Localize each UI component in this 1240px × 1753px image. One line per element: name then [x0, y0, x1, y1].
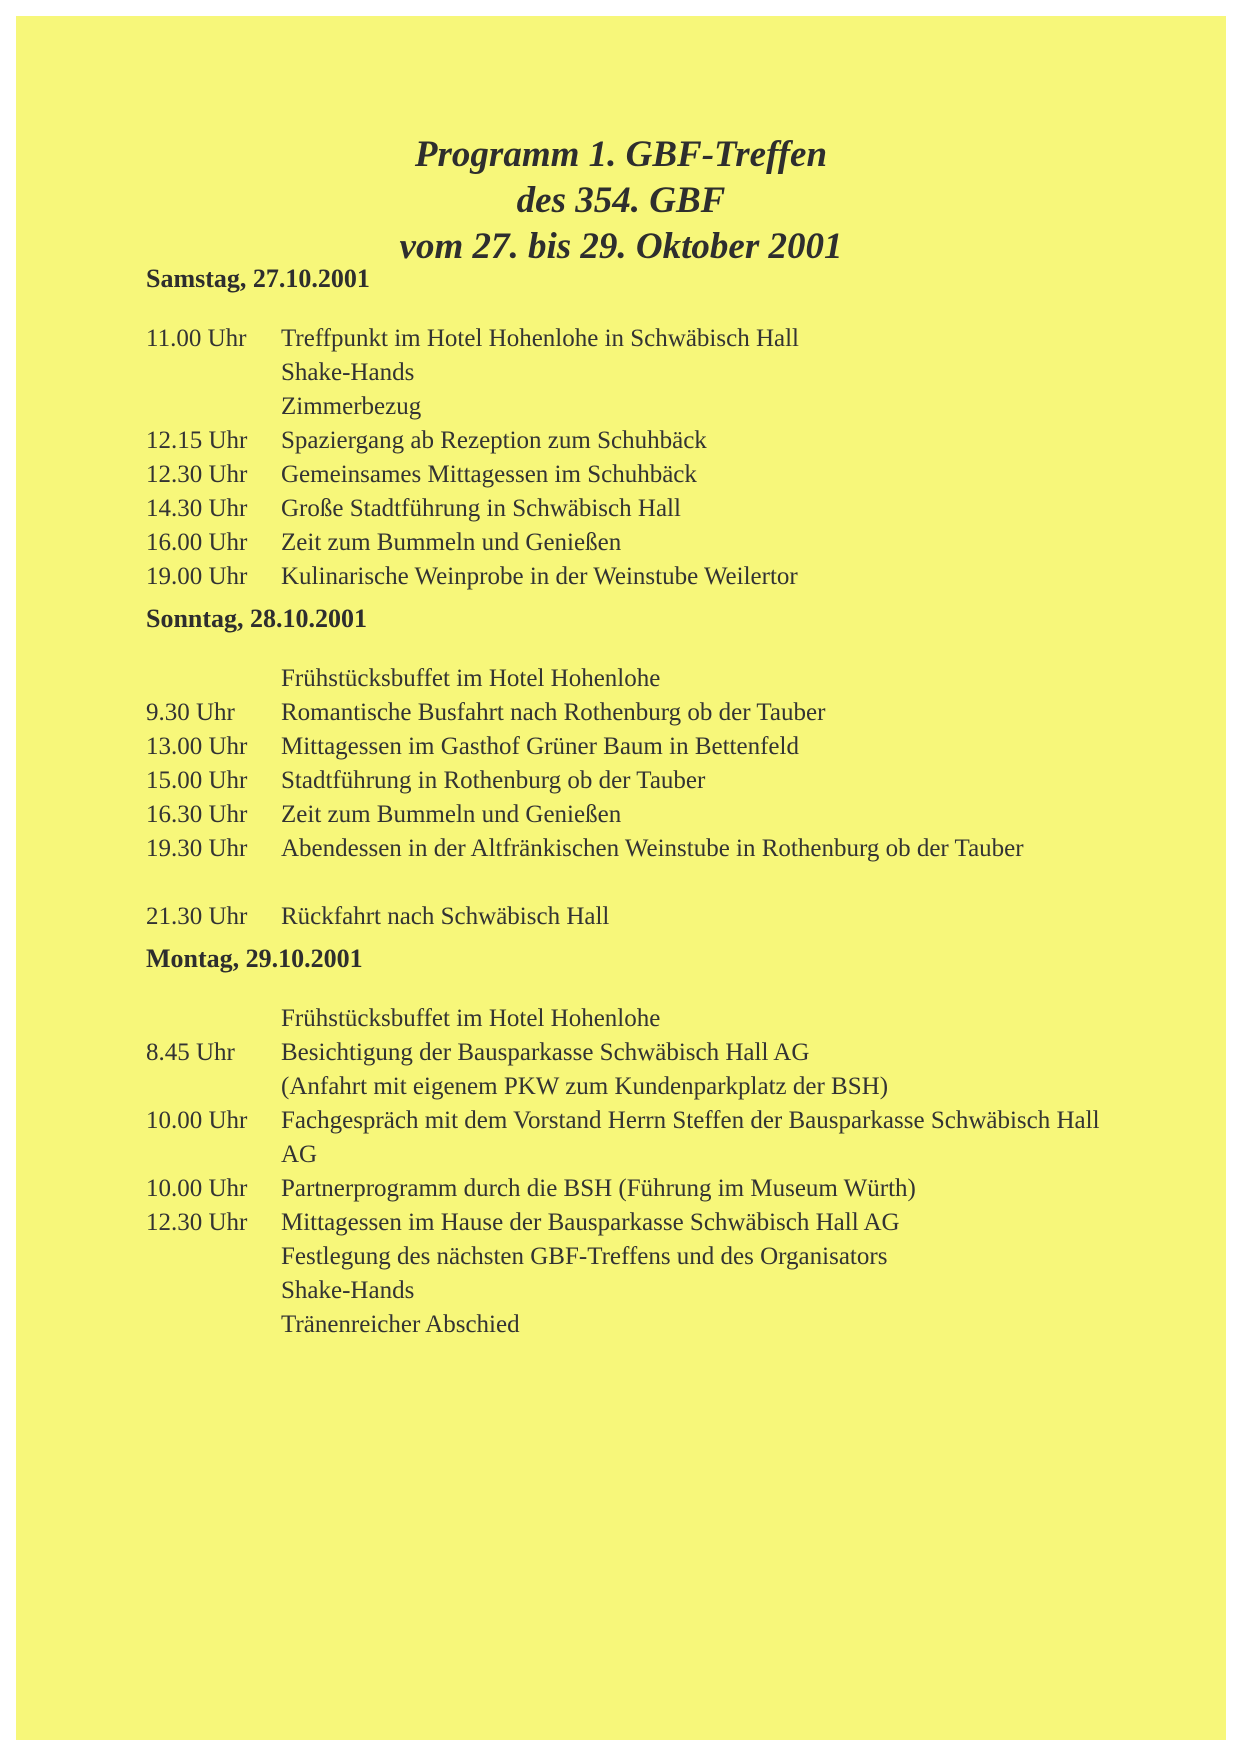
entry-time: 19.00 Uhr — [146, 563, 248, 590]
entry-time: 11.00 Uhr — [146, 325, 247, 352]
schedule-entry — [146, 458, 1106, 492]
day-heading-samstag: Samstag, 27.10.2001 — [146, 264, 370, 293]
title-line-3: vom 27. bis 29. Oktober 2001 — [399, 226, 843, 267]
entry-text: Frühstücksbuffet im Hotel Hohenlohe — [281, 1005, 661, 1032]
entry-text: Stadtführung in Rothenburg ob der Tauber — [281, 767, 706, 794]
entry-time: 12.15 Uhr — [146, 427, 248, 454]
entry-text: Rückfahrt nach Schwäbisch Hall — [281, 903, 610, 930]
entry-text: Zeit zum Bummeln und Genießen — [281, 529, 622, 556]
schedule-entry — [146, 1308, 1106, 1342]
entry-time: 16.00 Uhr — [146, 529, 248, 556]
schedule-montag — [146, 1002, 1106, 1342]
entry-text: Spaziergang ab Rezeption zum Schuhbäck — [281, 427, 707, 454]
entry-time: 21.30 Uhr — [146, 903, 248, 930]
schedule-entry — [146, 1172, 1106, 1206]
entry-text: Shake-Hands — [281, 359, 415, 386]
entry-time — [146, 1002, 281, 1036]
entry-text: Treffpunkt im Hotel Hohenlohe in Schwäbisch Hall — [281, 325, 799, 352]
entry-time — [146, 1240, 281, 1274]
entry-time: 12.30 Uhr — [146, 1209, 248, 1236]
schedule-entry — [146, 1070, 1106, 1104]
entry-text: Fachgespräch mit dem Vorstand Herrn Steffen der Bausparkasse Schwäbisch Hall AG — [281, 1107, 1100, 1168]
schedule-samstag — [146, 322, 1106, 594]
entry-time: 15.00 Uhr — [146, 767, 248, 794]
entry-text: Mittagessen im Gasthof Grüner Baum in Bettenfeld — [281, 733, 799, 760]
schedule-entry — [146, 1002, 1106, 1036]
schedule-entry — [146, 662, 1106, 696]
entry-time: 13.00 Uhr — [146, 733, 248, 760]
entry-text: Gemeinsames Mittagessen im Schuhbäck — [281, 461, 697, 488]
entry-time: 14.30 Uhr — [146, 495, 248, 522]
schedule-entry — [146, 560, 1106, 594]
document-page — [16, 16, 1226, 1740]
schedule-entry — [146, 832, 1106, 900]
entry-text: (Anfahrt mit eigenem PKW zum Kundenparkplatz der BSH) — [281, 1073, 889, 1100]
schedule-entry — [146, 730, 1106, 764]
day-heading-montag: Montag, 29.10.2001 — [146, 944, 363, 973]
entry-text: Shake-Hands — [281, 1277, 415, 1304]
schedule-entry — [146, 322, 1106, 356]
schedule-sonntag — [146, 662, 1106, 934]
entry-time — [146, 390, 281, 424]
entry-time: 16.30 Uhr — [146, 801, 248, 828]
entry-text: Festlegung des nächsten GBF-Treffens und des Organisators — [281, 1243, 888, 1270]
entry-text: Kulinarische Weinprobe in der Weinstube Weilertor — [281, 563, 798, 590]
schedule-entry — [146, 492, 1106, 526]
entry-text: Mittagessen im Hause der Bausparkasse Schwäbisch Hall AG — [281, 1209, 900, 1236]
day-heading-sonntag: Sonntag, 28.10.2001 — [146, 604, 368, 633]
schedule-entry — [146, 1036, 1106, 1070]
entry-time: 9.30 Uhr — [146, 699, 235, 726]
schedule-entry — [146, 390, 1106, 424]
entry-time: 8.45 Uhr — [146, 1039, 235, 1066]
schedule-entry — [146, 526, 1106, 560]
entry-text: Frühstücksbuffet im Hotel Hohenlohe — [281, 665, 661, 692]
schedule-entry — [146, 1240, 1106, 1274]
schedule-entry — [146, 696, 1106, 730]
schedule-entry — [146, 900, 1106, 934]
title-line-1: Programm 1. GBF-Treffen — [414, 134, 828, 175]
entry-time — [146, 1070, 281, 1104]
schedule-entry — [146, 764, 1106, 798]
entry-time: 12.30 Uhr — [146, 461, 248, 488]
entry-text: Zimmerbezug — [281, 393, 422, 420]
entry-time — [146, 1308, 281, 1342]
entry-time: 10.00 Uhr — [146, 1107, 248, 1134]
entry-text: Abendessen in der Altfränkischen Weinstube in Rothenburg ob der Tauber — [281, 835, 1024, 862]
entry-text: Partnerprogramm durch die BSH (Führung im Museum Würth) — [281, 1175, 916, 1202]
schedule-entry — [146, 798, 1106, 832]
schedule-entry — [146, 356, 1106, 390]
entry-text: Zeit zum Bummeln und Genießen — [281, 801, 622, 828]
entry-time — [146, 1274, 281, 1308]
entry-time — [146, 662, 281, 696]
entry-time — [146, 356, 281, 390]
schedule-entry — [146, 424, 1106, 458]
entry-time: 19.30 Uhr — [146, 835, 248, 862]
title-line-2: des 354. GBF — [516, 180, 726, 221]
schedule-entry — [146, 1274, 1106, 1308]
entry-time: 10.00 Uhr — [146, 1175, 248, 1202]
document-title — [16, 132, 1226, 270]
entry-text: Tränenreicher Abschied — [281, 1311, 520, 1338]
schedule-entry — [146, 1206, 1106, 1240]
entry-text: Große Stadtführung in Schwäbisch Hall — [281, 495, 681, 522]
entry-text: Besichtigung der Bausparkasse Schwäbisch Hall AG — [281, 1039, 810, 1066]
schedule-entry — [146, 1104, 1106, 1172]
entry-text: Romantische Busfahrt nach Rothenburg ob der Tauber — [281, 699, 826, 726]
